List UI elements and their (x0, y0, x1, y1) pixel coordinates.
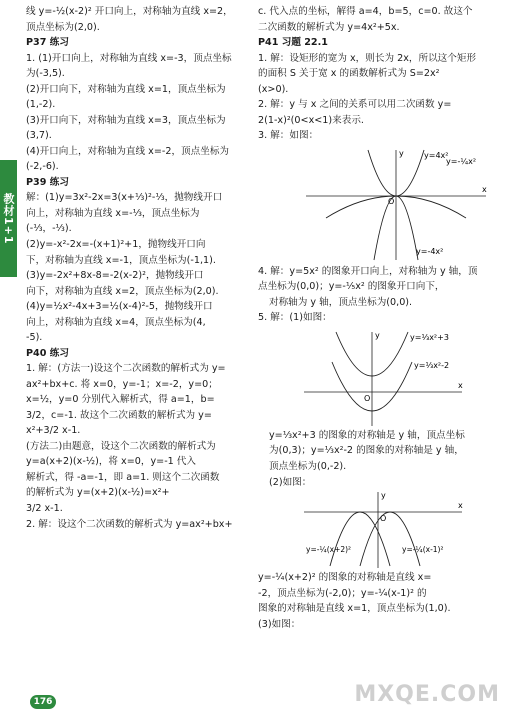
text-line: 的面积 S 关于宽 x 的函数解析式为 S=2x² (258, 68, 440, 80)
text-line: c. 代入点的坐标，解得 a=4，b=5，c=0. 故这个 (258, 6, 473, 17)
text-line: -5). (26, 332, 43, 344)
text-line: 1. (1)开口向上，对称轴为直线 x=-3，顶点坐标 (26, 52, 232, 64)
origin-label: O (364, 393, 371, 403)
graph-2 (298, 328, 468, 428)
text-line: (-⅓，-⅓). (26, 223, 72, 235)
text-line: 2. 解：y 与 x 之间的关系可以用二次函数 y= (258, 99, 452, 111)
text-line: 5. 解：(1)如图： (258, 312, 332, 324)
section-heading: P39 练习 (26, 176, 69, 188)
text-line: (-2,-6). (26, 161, 59, 173)
text-line: -2，顶点坐标为(-2,0)；y=-¼(x-1)² 的 (258, 587, 427, 599)
text-line: x=½，y=0 分别代入解析式，得 a=1，b= (26, 394, 215, 406)
text-line: (2)y=-x²-2x=-(x+1)²+1，抛物线开口向 (26, 238, 206, 250)
text-line: 向上，对称轴为直线 x=-⅓，顶点坐标为 (26, 207, 200, 219)
text-line: x²+3/2 x-1. (26, 425, 81, 437)
text-line: 向下，对称轴为直线 x=2，顶点坐标为(2,0). (26, 285, 219, 297)
text-line: y=-¼(x+2)² 的图象的对称轴是直线 x= (258, 572, 432, 584)
text-line: (2)开口向下，对称轴为直线 x=1，顶点坐标为 (26, 83, 226, 95)
text-line: (3)开口向下，对称轴为直线 x=3，顶点坐标为 (26, 114, 226, 126)
sidebar-series: 教材1+1 (0, 160, 17, 277)
text-line: 3/2 x-1. (26, 503, 63, 514)
text-line: (3,7). (26, 130, 52, 142)
x-label: x (458, 501, 463, 511)
text-line: 线 y=-½(x-2)² 开口向上，对称轴为直线 x=2， (26, 6, 233, 17)
y-label: y (375, 330, 380, 340)
section-heading: P40 练习 (26, 347, 69, 359)
text-line: y=a(x+2)(x-½)，将 x=0，y=-1 代入 (26, 456, 196, 468)
text-line: 向上，对称轴为直线 x=4，顶点坐标为(4, (26, 316, 206, 328)
origin-label: O (388, 196, 395, 206)
text-line: 4. 解：y=5x² 的图象开口向上，对称轴为 y 轴，顶 (258, 265, 478, 277)
label-plus2: y=-¼(x+2)² (306, 545, 352, 555)
origin-label: O (380, 514, 387, 524)
text-line: 图象的对称轴是直线 x=1，顶点坐标为(1,0). (258, 603, 451, 615)
section-heading: P41 习题 22.1 (258, 37, 328, 49)
curve-minus1 (360, 512, 420, 566)
label-plus3: y=⅓x²+3 (410, 332, 449, 342)
sidebar (0, 160, 17, 277)
text-line: 二次函数的解析式为 y=4x²+5x. (258, 21, 400, 33)
left-column (26, 4, 252, 532)
text-line: 点坐标为(0,0)；y=-⅕x² 的图象开口向下， (258, 281, 445, 293)
text-line: 3. 解：如图： (258, 130, 319, 142)
label-minus2: y=⅓x²-2 (414, 360, 450, 370)
text-line: 对称轴为 y 轴，顶点坐标为(0,0). (269, 296, 413, 308)
text-line: 1. 解：设矩形的宽为 x，则长为 2x，所以这个矩形 (258, 52, 477, 64)
y-label: y (399, 148, 404, 158)
text-line: 2. 解：设这个二次函数的解析式为 y=ax²+bx+ (26, 518, 233, 530)
text-line: (1,-2). (26, 99, 56, 111)
text-line: (3)y=-2x²+8x-8=-2(x-2)²，抛物线开口 (26, 270, 204, 282)
text-line: 下，对称轴为直线 x=-1，顶点坐标为(-1,1). (26, 254, 216, 266)
label-neg-4x2: y=-4x² (416, 246, 444, 256)
text-line: 解析式，得 -a=-1，即 a=1. 则这个二次函数 (26, 471, 220, 483)
text-line: 为(-3,5). (26, 68, 65, 80)
label-4x2: y=4x² (424, 150, 449, 160)
right-column (258, 4, 498, 632)
text-line: 的解析式为 y=(x+2)(x-½)=x²+ (26, 487, 170, 499)
text-line: 为(0,3)；y=⅓x²-2 的图象的对称轴是 y 轴， (269, 445, 464, 457)
text-line: (4)开口向上，对称轴为直线 x=-2，顶点坐标为 (26, 145, 230, 157)
text-line: (3)如图： (258, 618, 301, 630)
watermark: MXQE.COM (354, 682, 500, 708)
y-label: y (381, 491, 386, 501)
graph-1 (296, 146, 496, 264)
text-line: y=⅓x²+3 的图象的对称轴是 y 轴，顶点坐标 (269, 429, 465, 441)
section-heading: P37 练习 (26, 37, 69, 49)
graph-3 (298, 490, 468, 570)
text-line: (4)y=½x²-4x+3=½(x-4)²-5，抛物线开口 (26, 301, 213, 313)
label-quarter: y=-¼x² (446, 156, 477, 166)
text-line: 3/2，c=-1. 故这个二次函数的解析式为 y= (26, 409, 212, 421)
page-number: 176 (30, 695, 56, 709)
text-line: (2)如图： (269, 476, 312, 488)
text-line: 2(1-x)²(0<x<1)来表示. (258, 114, 364, 126)
text-line: 1. 解：(方法一)设这个二次函数的解析式为 y= (26, 363, 226, 375)
text-line: ax²+bx+c. 将 x=0，y=-1；x=-2，y=0； (26, 378, 218, 390)
x-label: x (482, 184, 487, 194)
text-line: (方法二)由题意，设这个二次函数的解析式为 (26, 440, 216, 452)
text-line: (x>0). (258, 83, 289, 95)
text-line: 顶点坐标为(2,0). (26, 21, 100, 33)
text-line: 顶点坐标为(0,-2). (269, 460, 347, 472)
label-minus1: y=-¼(x-1)² (402, 545, 444, 555)
x-label: x (458, 380, 463, 390)
text-line: 解：(1)y=3x²-2x=3(x+⅓)²-⅓，抛物线开口 (26, 192, 223, 204)
